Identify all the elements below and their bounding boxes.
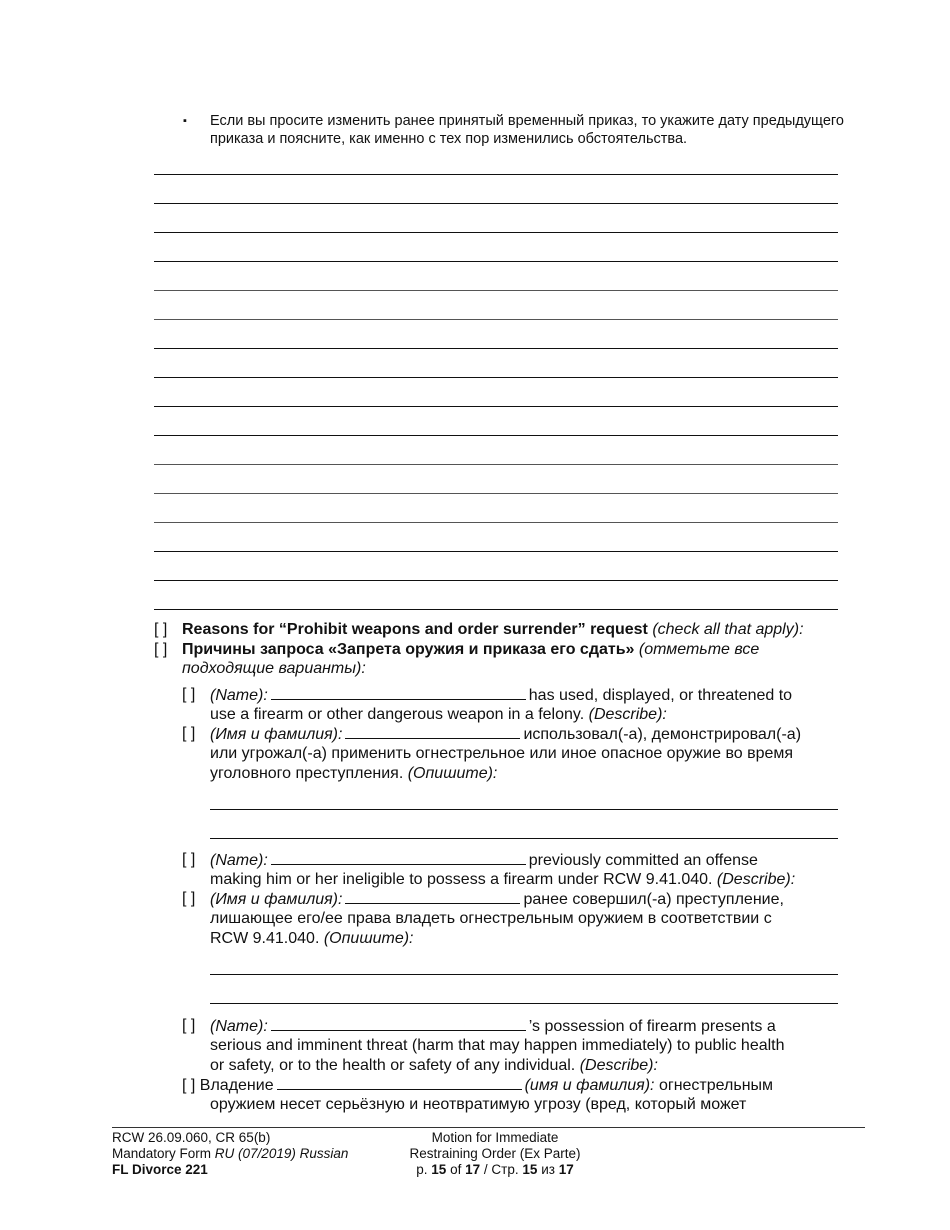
item2-ru-text-2: лишающее его/ее права владеть огнестрельным оружием в соответствии с (210, 910, 772, 927)
instruction-text: Если вы просите изменить ранее принятый временный приказ, то укажите дату предыдущего приказа и поясните, как именно с тех пор изменились обстоятельства. (210, 113, 844, 147)
footer-divider (112, 1127, 865, 1128)
item2-en-text-1: previously committed an offense (528, 852, 758, 869)
item2-en-name-field[interactable] (271, 850, 526, 865)
footer-left (112, 1130, 348, 1178)
reasons-ru-heading (182, 640, 759, 660)
item2-ru-text-3: RCW 9.41.040. (210, 930, 320, 947)
reasons-ru-checkbox[interactable]: [ ] (154, 641, 168, 658)
reasons-en-checkbox[interactable]: [ ] (154, 621, 168, 638)
footer-page-num-ru: 15 (522, 1162, 538, 1177)
item2-en-text-2: making him or her ineligible to possess a firearm under RCW 9.41.040. (210, 871, 713, 888)
item3-ru-line1 (182, 1075, 773, 1096)
item1-ru-line3 (210, 764, 497, 784)
footer-page-number (380, 1162, 610, 1178)
answer-line[interactable] (154, 406, 838, 407)
item3-en-name-field[interactable] (271, 1016, 526, 1031)
item2-en-checkbox[interactable]: [ ] (182, 851, 196, 868)
item2-en-describe: (Describe): (716, 871, 796, 888)
reasons-en-title: Reasons for “Prohibit weapons and order surrender” request (182, 621, 648, 638)
answer-line[interactable] (154, 609, 838, 610)
item3-en-line1 (210, 1016, 776, 1037)
item3-ru-text-1: огнестрельным (658, 1077, 774, 1094)
footer-form-id-text: FL Divorce 221 (112, 1162, 208, 1177)
answer-line[interactable] (154, 319, 838, 320)
item2-ru-text-1: ранее совершил(-а) преступление, (523, 891, 784, 908)
reasons-ru-note-1: (отметьте все (638, 641, 760, 658)
item1-en-label: (Name): (210, 687, 268, 704)
item1-en-name-field[interactable] (271, 685, 526, 700)
footer-page-of: of (450, 1162, 462, 1177)
reasons-ru-note-2-text: подходящие варианты): (182, 660, 366, 677)
item3-en-text-1: ’s possession of firearm presents a (528, 1018, 776, 1035)
item3-en-describe: (Describe): (579, 1057, 658, 1074)
answer-line[interactable] (154, 522, 838, 523)
item1-en-checkbox[interactable]: [ ] (182, 686, 196, 703)
answer-line[interactable] (154, 377, 838, 378)
item1-answer-line[interactable] (210, 838, 838, 839)
item2-ru-checkbox[interactable]: [ ] (182, 890, 196, 907)
footer-page-total: 17 (465, 1162, 481, 1177)
item3-ru-prefix[interactable]: [ ] Владение (182, 1077, 274, 1094)
item1-ru-text-3: уголовного преступления. (210, 765, 404, 782)
item1-ru-text-1: использовал(-а), демонстрировал(-а) (523, 726, 802, 743)
item2-ru-name-field[interactable] (345, 889, 520, 904)
item2-ru-describe: (Опишите): (323, 930, 414, 947)
item1-en-text-2: use a firearm or other dangerous weapon in a felony. (210, 706, 585, 723)
item2-en-label: (Name): (210, 852, 268, 869)
footer-title-2: Restraining Order (Ex Parte) (409, 1146, 581, 1161)
item3-en-text-3: or safety, or to the health or safety of any individual. (210, 1057, 576, 1074)
answer-line[interactable] (154, 551, 838, 552)
item3-en-text-2: serious and imminent threat (harm that may happen immediately) to public health (210, 1037, 785, 1054)
item1-ru-line1 (210, 724, 801, 745)
item2-ru-line3 (210, 929, 414, 949)
reasons-ru-title: Причины запроса «Запрета оружия и приказа его сдать» (182, 641, 635, 658)
footer-title-1: Motion for Immediate (431, 1130, 559, 1145)
item2-en-line1 (210, 850, 758, 871)
item3-ru-label: (имя и фамилия): (524, 1077, 655, 1094)
reasons-ru-note-2 (182, 659, 366, 679)
answer-line[interactable] (154, 348, 838, 349)
footer-page-sep: / Стр. (483, 1162, 519, 1177)
item3-en-line3 (210, 1056, 658, 1076)
item2-answer-line[interactable] (210, 974, 838, 975)
footer-form-prefix: Mandatory Form (112, 1146, 212, 1161)
item1-ru-text-2: или угрожал(-а) применить огнестрельное или иное опасное оружие во время (210, 745, 794, 762)
item2-ru-label: (Имя и фамилия): (210, 891, 343, 908)
footer-form-version: RU (07/2019) Russian (214, 1146, 349, 1161)
reasons-en-note: (check all that apply): (652, 621, 804, 638)
item1-ru-name-field[interactable] (345, 724, 520, 739)
reasons-en-heading (182, 620, 804, 640)
answer-line[interactable] (154, 174, 838, 175)
footer-page-num: 15 (431, 1162, 447, 1177)
item1-ru-label: (Имя и фамилия): (210, 726, 343, 743)
footer-page-of-ru: из (541, 1162, 555, 1177)
item1-en-text-1: has used, displayed, or threatened to (528, 687, 793, 704)
item1-en-line2 (210, 705, 667, 725)
item2-answer-line[interactable] (210, 1003, 838, 1004)
answer-line[interactable] (154, 203, 838, 204)
footer-page-total-ru: 17 (558, 1162, 574, 1177)
footer-center (380, 1130, 610, 1178)
footer-form-line (112, 1146, 348, 1162)
answer-line[interactable] (154, 232, 838, 233)
item1-en-describe: (Describe): (588, 706, 667, 723)
item1-ru-describe: (Опишите): (407, 765, 498, 782)
answer-line[interactable] (154, 464, 838, 465)
item2-en-line2 (210, 870, 795, 890)
item3-ru-name-field[interactable] (277, 1075, 522, 1090)
answer-line[interactable] (154, 261, 838, 262)
item2-ru-line1 (210, 889, 784, 910)
footer-form-id (112, 1162, 348, 1178)
bullet-icon: ▪ (183, 115, 187, 127)
answer-line[interactable] (154, 493, 838, 494)
footer-page-p: p. (416, 1162, 428, 1177)
item3-en-label: (Name): (210, 1018, 268, 1035)
item1-ru-checkbox[interactable]: [ ] (182, 725, 196, 742)
item3-ru-text-2: оружием несет серьёзную и неотвратимую угрозу (вред, который может (210, 1096, 747, 1113)
item1-en-line1 (210, 685, 792, 706)
item1-answer-line[interactable] (210, 809, 838, 810)
answer-line[interactable] (154, 290, 838, 291)
answer-line[interactable] (154, 435, 838, 436)
footer-rcw: RCW 26.09.060, CR 65(b) (112, 1130, 271, 1145)
item3-en-checkbox[interactable]: [ ] (182, 1017, 196, 1034)
answer-line[interactable] (154, 580, 838, 581)
